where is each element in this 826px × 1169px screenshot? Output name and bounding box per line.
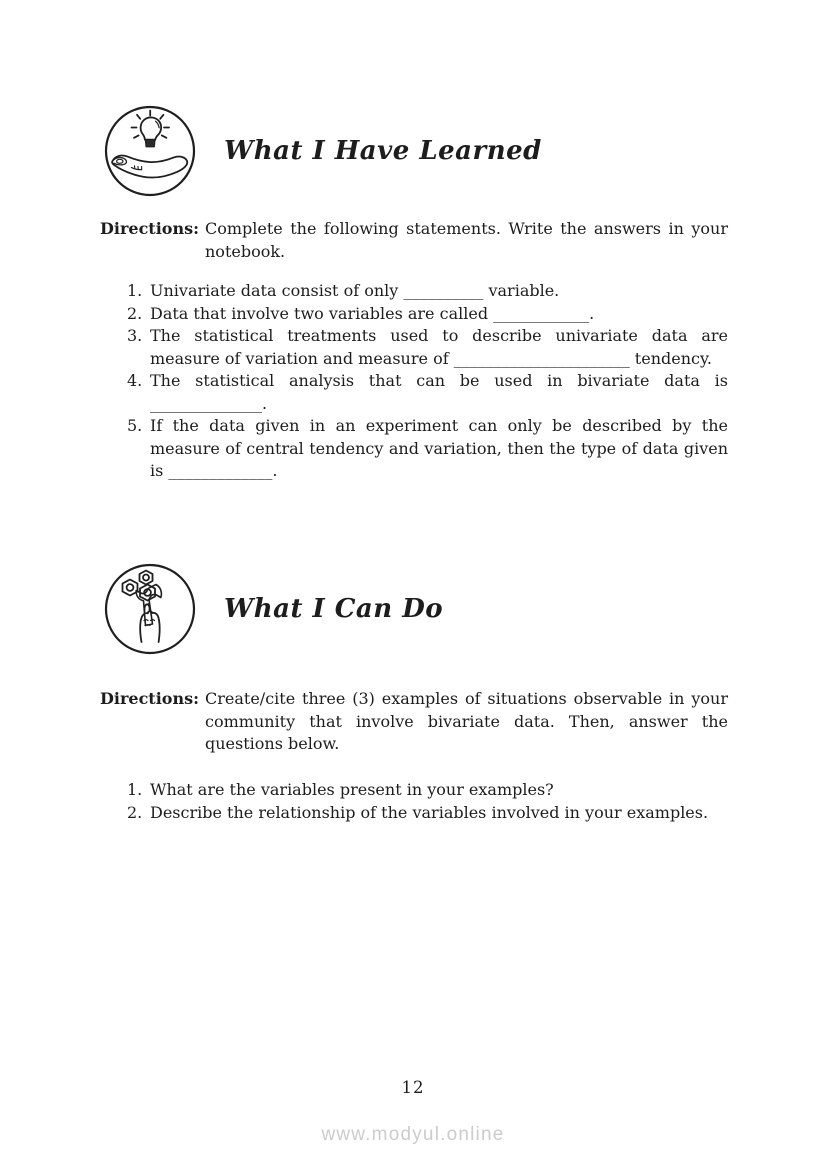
list-item (127, 325, 728, 370)
section-header-what-i-can-do (103, 562, 443, 656)
hand-holding-wrench-icon (103, 562, 197, 656)
directions-label: Directions: (100, 219, 199, 238)
item-number: 2. (127, 303, 143, 323)
list-item (127, 303, 728, 326)
directions-label: Directions: (100, 689, 199, 708)
item-number: 3. (127, 326, 143, 345)
page-number: 12 (401, 1078, 425, 1097)
question-list-1 (127, 280, 728, 483)
watermark-text: www.modyul.online (321, 1124, 505, 1145)
item-number: 4. (127, 371, 143, 390)
item-number: 2. (127, 802, 143, 822)
directions-block-2 (100, 688, 728, 756)
list-item (127, 280, 728, 303)
item-number: 5. (127, 416, 143, 435)
question-list-2 (127, 779, 728, 824)
directions-text: Complete the following statements. Write the answers in your notebook. (205, 219, 728, 261)
directions-text: Create/cite three (3) examples of situations observable in your community that involve bivariate data. Then, answer the questions below. (205, 689, 728, 753)
item-text: What are the variables present in your examples? (150, 780, 554, 799)
item-text: If the data given in an experiment can only be described by the measure of central tendency and variation, then the type of data given is _____________. (150, 416, 728, 480)
item-text: Describe the relationship of the variables involved in your examples. (150, 802, 709, 822)
item-text: Data that involve two variables are called ____________. (150, 303, 595, 323)
section-header-what-i-have-learned (103, 104, 542, 198)
heading-what-i-have-learned: What I Have Learned (224, 136, 542, 166)
list-item (127, 415, 728, 483)
directions-block-1 (100, 218, 728, 263)
heading-what-i-can-do: What I Can Do (224, 594, 444, 624)
item-number: 1. (127, 281, 143, 300)
list-item (127, 370, 728, 415)
item-text: The statistical treatments used to describe univariate data are measure of variation and measure of ______________________ tendency. (150, 326, 728, 368)
item-text: Univariate data consist of only __________ variable. (150, 281, 560, 300)
item-text: The statistical analysis that can be used in bivariate data is ______________. (150, 371, 728, 413)
hand-holding-lightbulb-icon (103, 104, 197, 198)
list-item (127, 802, 728, 825)
item-number: 1. (127, 780, 143, 799)
list-item (127, 779, 728, 802)
